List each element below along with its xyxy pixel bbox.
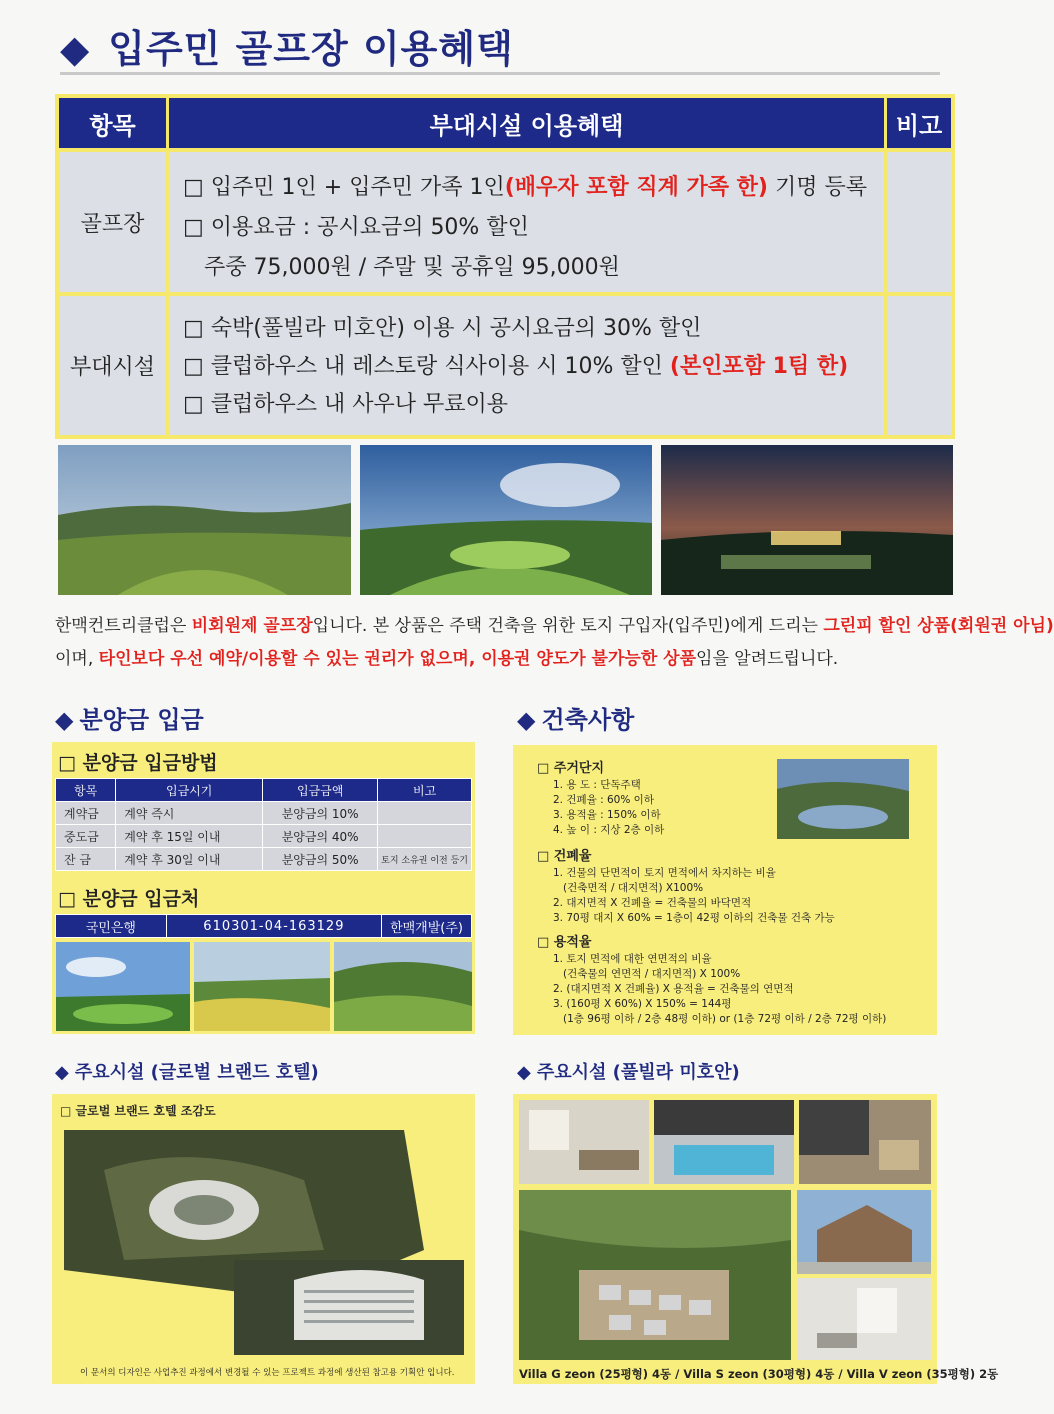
- villa-pool-photo: [654, 1100, 794, 1184]
- highlight-text: (배우자 포함 직계 가족 한): [504, 175, 768, 200]
- group-line: 1. 건물의 단면적이 토지 면적에서 차지하는 비율: [553, 867, 776, 879]
- building-group-floor-area: [537, 931, 886, 1027]
- villa-box: [513, 1094, 999, 1384]
- benefit-text: □ 입주민 1인 + 입주민 가족 1인: [183, 175, 505, 200]
- row-facility-item: 부대시설: [59, 296, 166, 435]
- diamond-bullet-icon: ◆: [517, 1062, 531, 1083]
- cell-amount: 분양금의 10%: [263, 802, 378, 825]
- payment-table-header: [56, 779, 472, 802]
- villa-living-room-photo: [797, 1278, 931, 1360]
- cell-timing: 계약 즉시: [116, 802, 263, 825]
- building-group-residential: [537, 757, 664, 838]
- villa-caption: Villa G zeon (25평형) 4동 / Villa S zeon (30평형) 4동 / Villa V zeon (35평형) 2동: [519, 1367, 999, 1381]
- bank-account-table: [55, 914, 472, 938]
- golf-course-photo-2: [360, 445, 652, 595]
- cell-item: 잔 금: [56, 848, 116, 871]
- header-note: 비고: [887, 98, 951, 148]
- account-holder: 한맥개발(주): [382, 915, 472, 938]
- benefit-text: 기명 등록: [767, 175, 867, 200]
- payment-box: [52, 742, 475, 1034]
- hotel-box: [52, 1094, 475, 1384]
- bank-name: 국민은행: [56, 915, 167, 938]
- benefit-text: 주중 75,000원 / 주말 및 공휴일 95,000원: [183, 255, 620, 280]
- row-golf-note: [887, 152, 951, 292]
- cell-amount: 분양금의 50%: [263, 848, 378, 871]
- col-amount: 입금금액: [263, 779, 378, 802]
- golf-course-photo-1: [58, 445, 351, 595]
- group-line: 4. 높 이 : 지상 2층 이하: [553, 824, 665, 836]
- group-title: □ 용적율: [537, 935, 592, 950]
- cell-amount: 분양금의 40%: [263, 825, 378, 848]
- table-row: [56, 825, 472, 848]
- benefit-line: [183, 208, 529, 248]
- account-number: 610301-04-163129: [166, 915, 381, 938]
- diamond-bullet-icon: ◆: [55, 1062, 69, 1083]
- golf-flowers-photo: [194, 942, 330, 1031]
- benefit-line: [183, 386, 508, 424]
- cell-timing: 계약 후 30일 이내: [116, 848, 263, 871]
- building-group-coverage: [537, 845, 835, 926]
- page-title: [60, 18, 514, 73]
- diamond-bullet-icon: ◆: [60, 27, 91, 71]
- payment-section-title: ◆ 분양금 입금: [55, 706, 204, 734]
- group-line: 2. 건폐율 : 60% 이하: [553, 794, 654, 806]
- group-line: 1. 토지 면적에 대한 연면적의 비율: [553, 953, 712, 965]
- table-row: [56, 848, 472, 871]
- col-item: 항목: [56, 779, 116, 802]
- page-title-text: 입주민 골프장 이용혜택: [108, 27, 514, 71]
- row-facility-benefits: [169, 296, 884, 435]
- highlight-text: (본인포함 1팀 한): [669, 354, 849, 379]
- hotel-section-title: ◆ 주요시설 (글로벌 브랜드 호텔): [55, 1062, 319, 1083]
- cell-timing: 계약 후 15일 이내: [116, 825, 263, 848]
- hotel-caption: 이 문서의 디자인은 사업추진 과정에서 변경될 수 있는 프로젝트 과정에 생산된 참고용 기획안 입니다.: [80, 1368, 455, 1378]
- group-line: (건축물의 연면적 / 대지면적) X 100%: [553, 968, 741, 980]
- group-title: □ 건폐율: [537, 849, 592, 864]
- golf-course-night-photo: [661, 445, 953, 595]
- benefit-text: □ 클럽하우스 내 레스토랑 식사이용 시 10% 할인: [183, 354, 670, 379]
- benefit-line: [183, 310, 701, 348]
- notice-text: 이며,: [55, 649, 99, 669]
- group-line: (건축면적 / 대지면적) X100%: [553, 882, 704, 894]
- hotel-sub-title: □ 글로벌 브랜드 호텔 조감도: [60, 1104, 216, 1118]
- group-line: (1층 96평 이하 / 2층 48평 이하) or (1층 72평 이하 / 2층 72평 이하): [553, 1013, 887, 1025]
- residential-site-photo: [777, 759, 909, 839]
- golf-notice: [55, 610, 1054, 676]
- building-section-title: ◆ 건축사항: [517, 706, 635, 734]
- group-line: 3. (160평 X 60%) X 150% = 144평: [553, 998, 732, 1010]
- villa-aerial-photo: [519, 1190, 791, 1360]
- header-benefit: 부대시설 이용혜택: [169, 98, 884, 148]
- group-line: 1. 용 도 : 단독주택: [553, 779, 641, 791]
- notice-text: 임을 알려드립니다.: [696, 649, 839, 669]
- villa-section-title: ◆ 주요시설 (풀빌라 미호안): [517, 1062, 740, 1083]
- notice-line-2: [55, 643, 960, 676]
- benefit-line: [183, 168, 867, 208]
- benefit-text: □ 이용요금 : 공시요금의 50% 할인: [183, 215, 529, 240]
- hotel-rendering-image: [64, 1130, 464, 1355]
- group-line: 3. 70평 대지 X 60% = 1층이 42평 이하의 건축물 건축 가능: [553, 912, 835, 924]
- cell-item: 계약금: [56, 802, 116, 825]
- cell-item: 중도금: [56, 825, 116, 848]
- benefit-line: [183, 348, 848, 386]
- payment-account-title: □ 분양금 입금처: [58, 888, 200, 910]
- notice-highlight: 타인보다 우선 예약/이용할 수 있는 권리가 없으며, 이용권 양도가 불가능한 상품: [98, 649, 697, 669]
- villa-terrace-photo: [799, 1100, 931, 1184]
- group-line: 2. 대지면적 X 건폐율 = 건축물의 바닥면적: [553, 897, 752, 909]
- building-box: [513, 745, 937, 1035]
- villa-interior-photo: [519, 1100, 649, 1184]
- diamond-bullet-icon: ◆: [517, 706, 536, 734]
- col-note: 비고: [378, 779, 472, 802]
- benefit-line: [183, 248, 620, 288]
- cell-note: [378, 802, 472, 825]
- header-item: 항목: [59, 98, 166, 148]
- row-golf-benefits: [169, 152, 884, 292]
- notice-highlight: 그린피 할인 상품(회원권 아님): [823, 616, 1054, 636]
- group-line: 3. 용적율 : 150% 이하: [553, 809, 661, 821]
- notice-text: 입니다. 본 상품은 주택 건축을 위한 토지 구입자(입주민)에게 드리는: [312, 616, 824, 636]
- payment-method-title: □ 분양금 입금방법: [58, 752, 218, 774]
- diamond-bullet-icon: ◆: [55, 706, 74, 734]
- notice-line-1: [55, 610, 1054, 643]
- col-timing: 입금시기: [116, 779, 263, 802]
- golf-hills-photo: [334, 942, 472, 1031]
- payment-table: [55, 778, 472, 871]
- benefit-text: □ 숙박(풀빌라 미호안) 이용 시 공시요금의 30% 할인: [183, 316, 702, 341]
- group-line: 2. (대지면적 X 건폐율) X 용적율 = 건축물의 연면적: [553, 983, 794, 995]
- table-row: [56, 802, 472, 825]
- villa-exterior-photo: [797, 1190, 931, 1274]
- cell-note: 토지 소유권 이전 등기: [378, 848, 472, 871]
- notice-text: 한맥컨트리클럽은: [55, 616, 192, 636]
- cell-note: [378, 825, 472, 848]
- benefit-text: □ 클럽하우스 내 사우나 무료이용: [183, 392, 509, 417]
- notice-highlight: 비회원제 골프장: [191, 616, 313, 636]
- group-title: □ 주거단지: [537, 761, 605, 776]
- row-facility-note: [887, 296, 951, 435]
- title-divider: [60, 72, 940, 75]
- golf-green-photo: [56, 942, 190, 1031]
- benefits-table: [55, 94, 955, 439]
- row-golf-item: 골프장: [59, 152, 166, 292]
